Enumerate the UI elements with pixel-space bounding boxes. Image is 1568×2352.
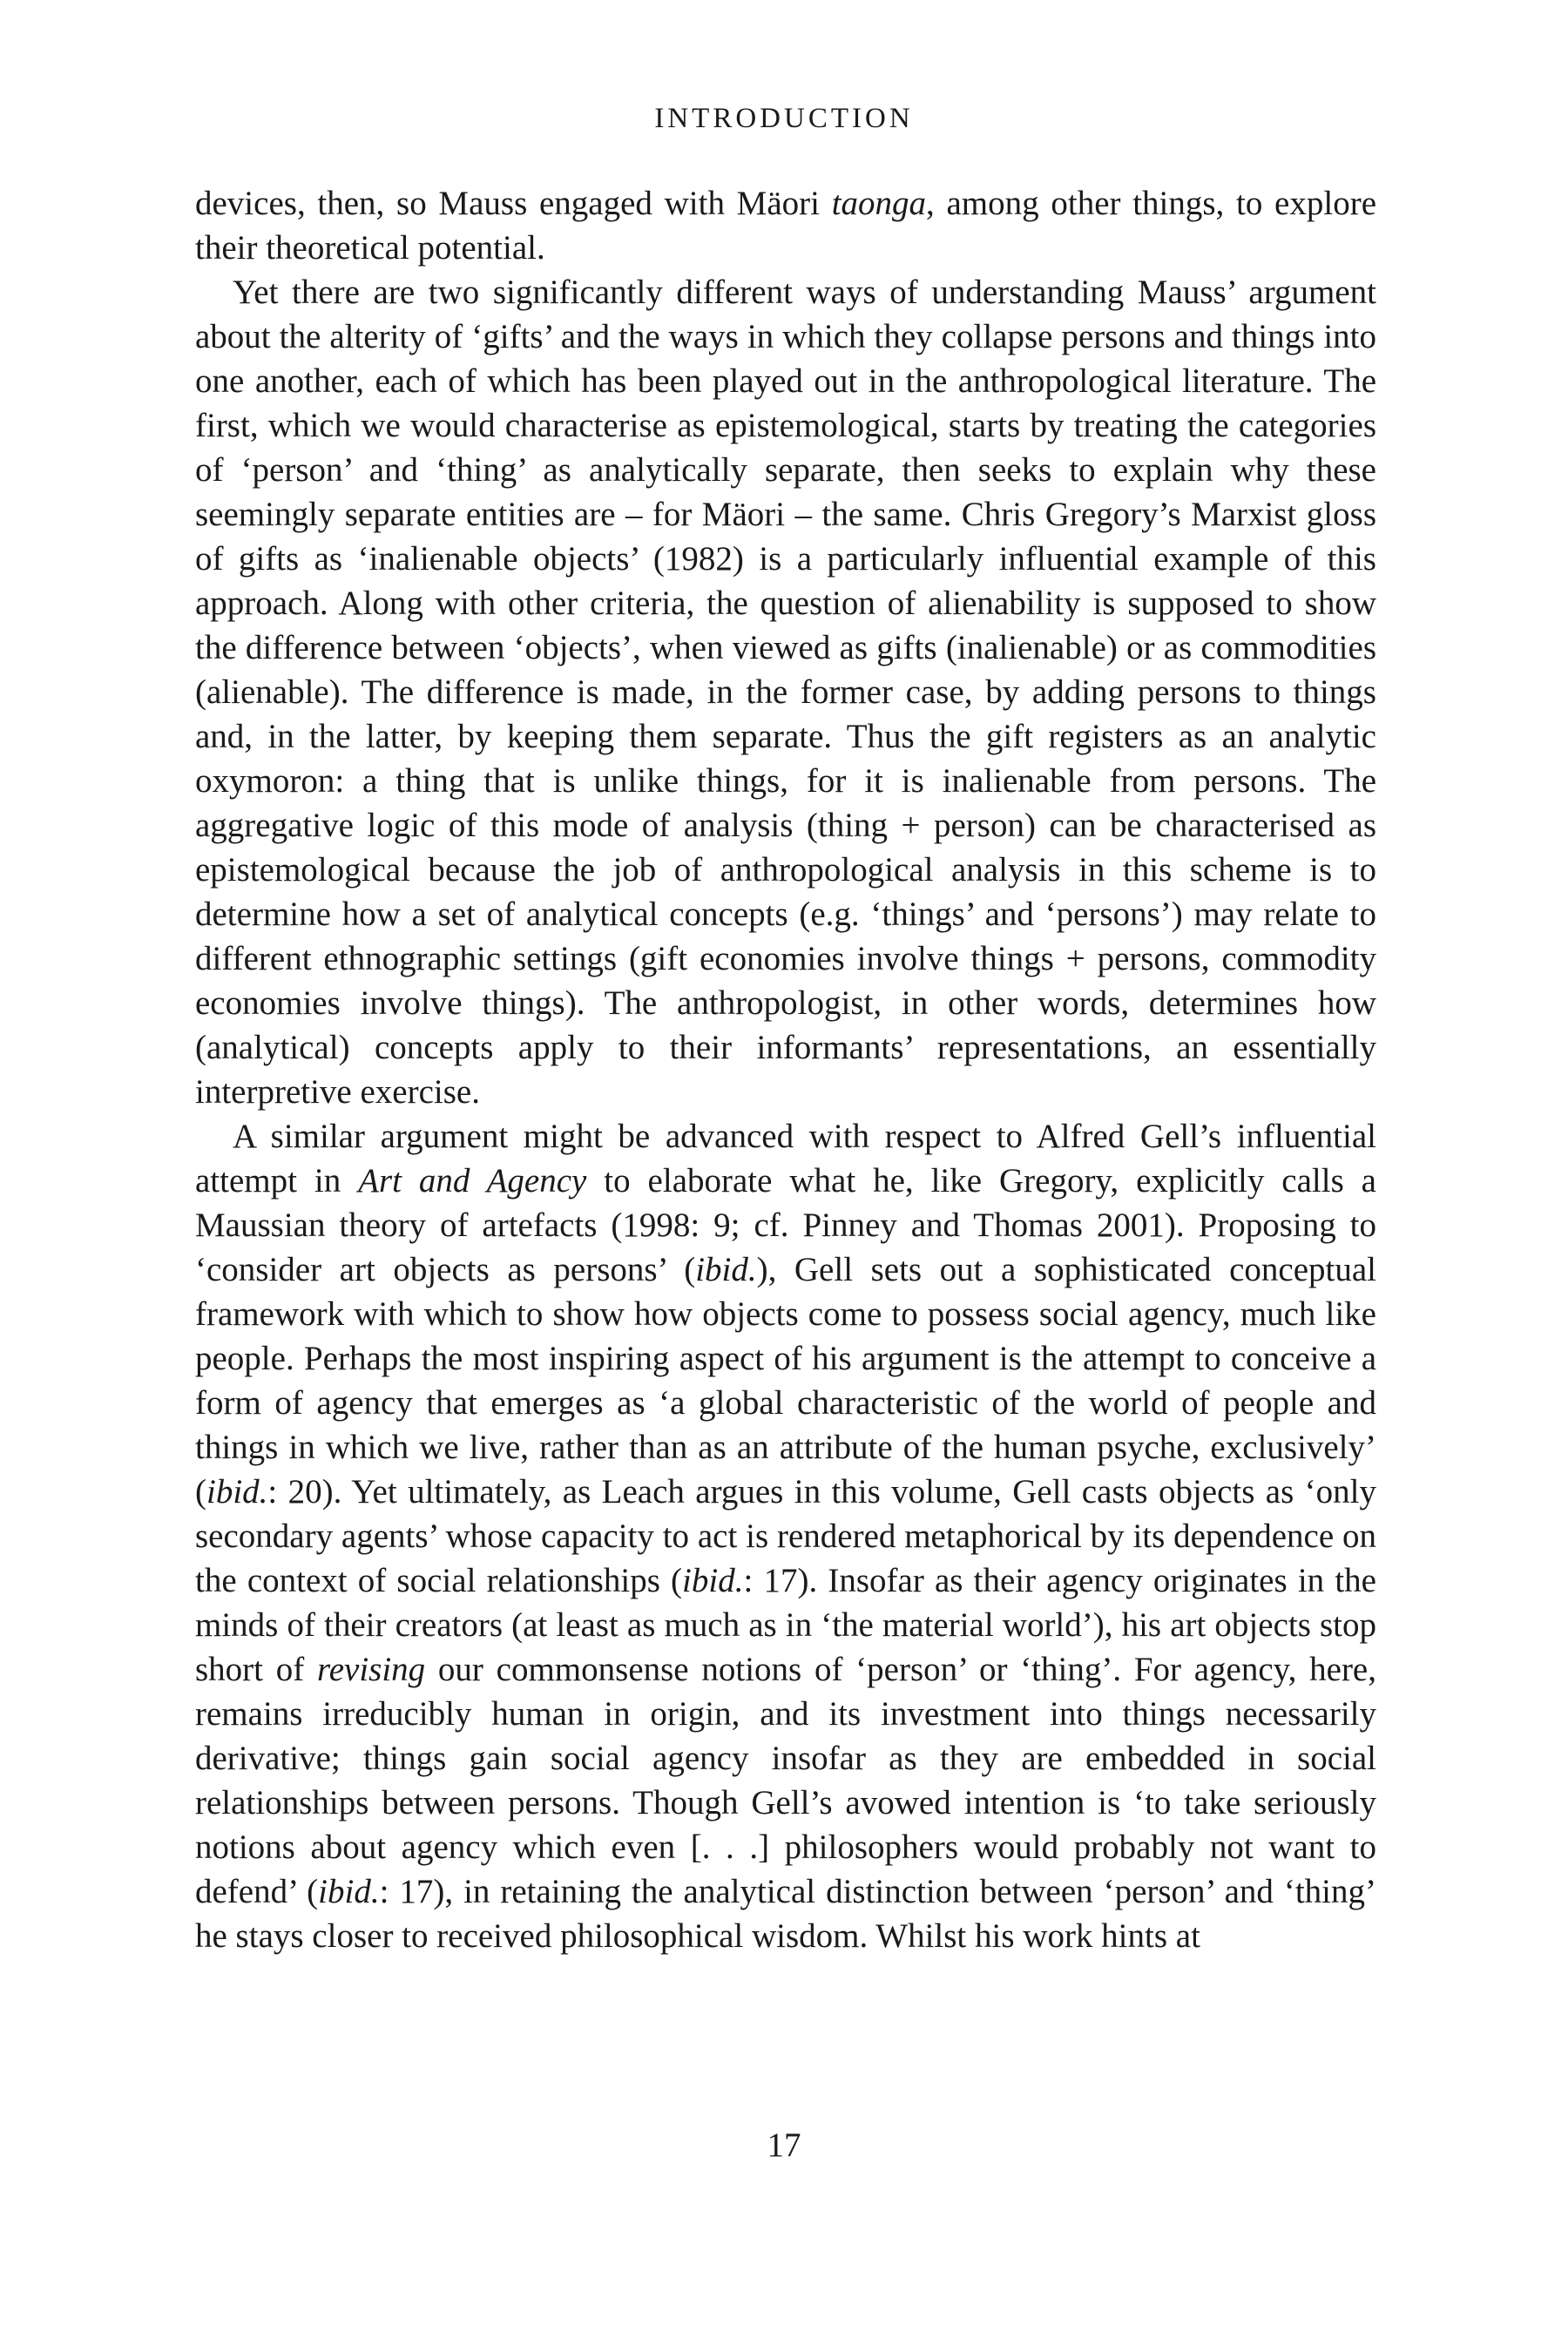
text-run: our commonsense notions of ‘person’ or ‘thing’. For agency, here, remains irreducibly human in origin, and its investment into things necessarily derivative; things gain social agency insofar as they are embedded in social relationships between persons. Though Gell’s avowed intention is ‘to take seriously notions about agency which even [. . .] philosophers would probably not want to defend’ (: [195, 1651, 1376, 1910]
italic-text: Art and Agency: [358, 1162, 587, 1200]
text-run: : 17), in retaining the analytical distinction between ‘person’ and ‘thing’ he stays closer to received philosophical wisdom. Whilst his work hints at: [195, 1873, 1377, 1955]
paragraph-1: [195, 181, 1376, 270]
text-run: Yet there are two significantly different ways of understanding Mauss’ argument about the alterity of ‘gifts’ and the ways in which they collapse persons and things into one another, each of which has been played out in the anthropological literature. The first, which we would characterise as epistemological, starts by treating the categories of ‘person’ and ‘thing’ as analytically separate, then seeks to explain why these seemingly separate entities are – for Mäori – the same. Chris Gregory’s Marxist gloss of gifts as ‘inalienable objects’ (1982) is a particularly influential example of this approach. Along with other criteria, the question of alienability is supposed to show the difference between ‘objects’, when viewed as gifts (inalienable) or as commodities (alienable). The difference is made, in the former case, by adding persons to things and, in the latter, by keeping them separate. Thus the gift registers as an analytic oxymoron: a thing that is unlike things, for it is inalienable from persons. The aggregative logic of this mode of analysis (thing + person) can be characterised as epistemological because the job of anthropological analysis in this scheme is to determine how a set of analytical concepts (e.g. ‘things’ and ‘persons’) may relate to different ethnographic settings (gift economies involve things + persons, commodity economies involve things). The anthropologist, in other words, determines how (analytical) concepts apply to their informants’ representations, an essentially interpretive exercise.: [195, 274, 1376, 1111]
body-text: [195, 181, 1376, 1958]
italic-text: ibid.: [695, 1251, 757, 1288]
running-head: INTRODUCTION: [654, 103, 914, 134]
text-run: : 20). Yet ultimately, as Leach argues in this volume, Gell casts objects as ‘only secondary agents’ whose capacity to act is rendered metaphorical by its dependence on the context of social relationships (: [195, 1473, 1376, 1599]
italic-text: ibid.: [318, 1873, 380, 1910]
text-run: , among other things, to explore their theoretical potential.: [195, 185, 1377, 267]
text-run: to elaborate what he, like Gregory, explicitly calls a Maussian theory of artefacts (1998: 9; cf. Pinney and Thomas 2001). Proposing to ‘consider art objects as persons’ (: [195, 1162, 1376, 1288]
text-run: ), Gell sets out a sophisticated conceptual framework with which to show how objects come to possess social agency, much like people. Perhaps the most inspiring aspect of his argument is the attempt to conceive a form of agency that emerges as ‘a global characteristic of the world of people and things in which we live, rather than as an attribute of the human psyche, exclusively’ (: [195, 1251, 1376, 1511]
paragraph-2: [195, 270, 1376, 1114]
italic-text: ibid.: [206, 1473, 268, 1511]
italic-text: revising: [316, 1651, 426, 1688]
text-run: A similar argument might be advanced with respect to Alfred Gell’s influential attempt in: [195, 1118, 1376, 1200]
paragraph-3: [195, 1114, 1376, 1958]
italic-text: ibid.: [682, 1562, 744, 1599]
text-run: devices, then, so Mauss engaged with Mäori: [195, 185, 832, 222]
italic-text: taonga: [831, 185, 927, 222]
text-run: : 17). Insofar as their agency originates in the minds of their creators (at least as much as in ‘the material world’), his art objects stop short of: [195, 1562, 1376, 1688]
page-number: 17: [767, 2126, 801, 2164]
